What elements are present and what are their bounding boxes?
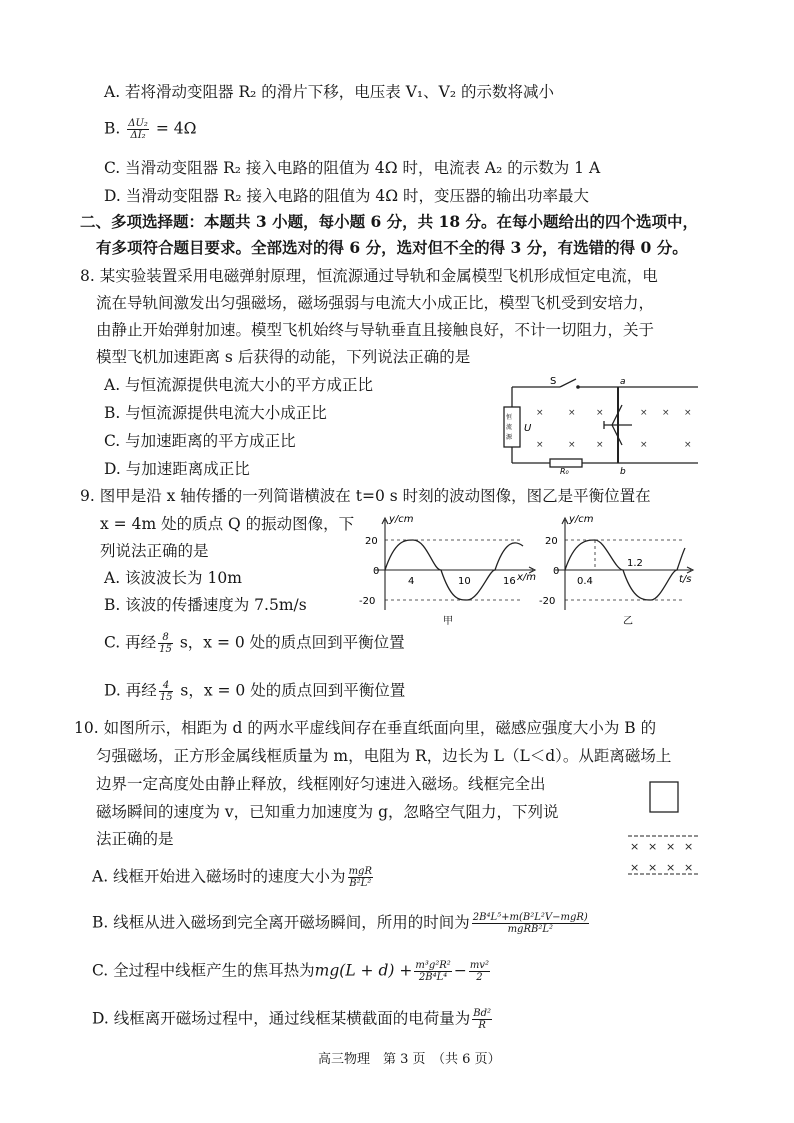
graph-jia-ypos: 20 bbox=[365, 536, 378, 547]
q9-option-d bbox=[104, 680, 405, 703]
field-x: × bbox=[568, 440, 576, 450]
graph-jia-yneg: -20 bbox=[359, 596, 376, 607]
q9-wave-graph-jia bbox=[355, 510, 550, 628]
source-label-3: 源 bbox=[506, 434, 513, 441]
graph-jia-tick: 10 bbox=[458, 576, 471, 587]
q10-option-b bbox=[92, 912, 591, 935]
frac-den: 15 bbox=[159, 644, 172, 655]
q10-option-b-prefix: B. 线框从进入磁场到完全离开磁场瞬间，所用的时间为 bbox=[92, 913, 470, 932]
q10-line3: 边界一定高度处由静止释放，线框刚好匀速进入磁场。线框完全出 bbox=[96, 775, 546, 793]
page-footer: 高三物理 第 3 页 （共 6 页） bbox=[318, 1052, 501, 1067]
field-x: × bbox=[568, 408, 576, 418]
q7-option-b-rhs: = 4Ω bbox=[155, 119, 197, 138]
square-frame bbox=[650, 782, 678, 812]
q10-frame-field-diagram bbox=[622, 778, 712, 882]
field-x: × bbox=[640, 440, 648, 450]
graph-yi-xlabel: t/s bbox=[679, 574, 692, 585]
q9-option-c-suffix: s，x = 0 处的质点回到平衡位置 bbox=[174, 633, 405, 652]
frac-den: B²L² bbox=[349, 878, 372, 889]
q10-option-a-prefix: A. 线框开始进入磁场时的速度大小为 bbox=[92, 867, 346, 886]
q9-option-b: B. 该波的传播速度为 7.5m/s bbox=[104, 596, 307, 614]
q8-option-b: B. 与恒流源提供电流大小成正比 bbox=[104, 404, 327, 422]
q10-option-c-fraction1 bbox=[414, 960, 451, 983]
field-x: × bbox=[648, 840, 658, 853]
frac-num: 4 bbox=[159, 680, 174, 692]
q9-option-d-fraction bbox=[159, 680, 174, 703]
graph-jia-tick: 4 bbox=[408, 576, 415, 587]
q10-line5: 法正确的是 bbox=[96, 830, 174, 848]
switch-label: S bbox=[550, 376, 557, 387]
q10-option-c-minus: − bbox=[453, 961, 467, 980]
q10-option-a bbox=[92, 866, 375, 889]
q8-option-a: A. 与恒流源提供电流大小的平方成正比 bbox=[104, 376, 374, 394]
field-x: × bbox=[630, 840, 640, 853]
q8-option-d: D. 与加速距离成正比 bbox=[104, 460, 250, 478]
field-x: × bbox=[662, 408, 670, 418]
q10-option-d-fraction bbox=[472, 1008, 492, 1031]
q7-option-d: D. 当滑动变阻器 R₂ 接入电路的阻值为 4Ω 时，变压器的输出功率最大 bbox=[104, 187, 590, 205]
q9-option-c-prefix: C. 再经 bbox=[104, 633, 157, 652]
field-x: × bbox=[640, 408, 648, 418]
q9-option-d-suffix: s，x = 0 处的质点回到平衡位置 bbox=[175, 681, 406, 700]
q8-line2: 流在导轨间激发出匀强磁场，磁场强弱与电流大小成正比，模型飞机受到安培力， bbox=[96, 294, 655, 312]
frac-num: mv² bbox=[469, 960, 489, 971]
field-x: × bbox=[536, 408, 544, 418]
graph-yi-yneg: -20 bbox=[539, 596, 556, 607]
resistor-label: R₀ bbox=[560, 467, 569, 475]
graph-yi-ylabel: y/cm bbox=[569, 514, 594, 525]
q7-option-c: C. 当滑动变阻器 R₂ 接入电路的阻值为 4Ω 时，电流表 A₂ 的示数为 1 A bbox=[104, 159, 601, 177]
q9-option-c-fraction bbox=[158, 632, 173, 655]
graph-jia-caption: 甲 bbox=[443, 616, 453, 627]
q9-option-d-prefix: D. 再经 bbox=[104, 681, 157, 700]
frac-den: R bbox=[478, 1020, 486, 1031]
q10-line2: 匀强磁场，正方形金属线框质量为 m，电阻为 R，边长为 L（L＜d）。从距离磁场上 bbox=[96, 747, 672, 765]
q10-option-d bbox=[92, 1008, 494, 1031]
frac-den: 2 bbox=[476, 972, 483, 983]
graph-jia-ylabel: y/cm bbox=[389, 514, 414, 525]
q10-line4: 磁场瞬间的速度为 v，已知重力加速度为 g，忽略空气阻力，下列说 bbox=[96, 803, 559, 821]
field-x: × bbox=[596, 440, 604, 450]
q9-line2: x = 4m 处的质点 Q 的振动图像，下 bbox=[100, 515, 355, 533]
field-x: × bbox=[596, 408, 604, 418]
q10-option-c-expr: mg(L + d) + bbox=[314, 961, 413, 980]
frac-num: Bd² bbox=[473, 1008, 491, 1019]
q8-line3: 由静止开始弹射加速。模型飞机始终与导轨垂直且接触良好，不计一切阻力，关于 bbox=[96, 321, 655, 339]
frac-den: ΔI₂ bbox=[130, 130, 146, 141]
graph-yi-yzero: 0 bbox=[553, 566, 560, 577]
frac-den: 2B⁴L⁴ bbox=[418, 972, 448, 983]
q9-option-c bbox=[104, 632, 405, 655]
graph-yi-ypos: 20 bbox=[545, 536, 558, 547]
field-x: × bbox=[666, 861, 676, 874]
q9-line3: 列说法正确的是 bbox=[100, 542, 209, 560]
section2-line1: 二、多项选择题：本题共 3 小题，每小题 6 分，共 18 分。在每小题给出的四个选项中， bbox=[80, 212, 699, 231]
field-x: × bbox=[684, 408, 692, 418]
field-x: × bbox=[684, 861, 694, 874]
q10-option-c bbox=[92, 960, 492, 983]
frac-num: mgR bbox=[348, 866, 372, 877]
q10-option-d-prefix: D. 线框离开磁场过程中，通过线框某横截面的电荷量为 bbox=[92, 1009, 471, 1028]
field-x: × bbox=[684, 840, 694, 853]
q8-line1: 8. 某实验装置采用电磁弹射原理，恒流源通过导轨和金属模型飞机形成恒定电流，电 bbox=[80, 267, 658, 285]
point-b-label: b bbox=[620, 467, 626, 475]
q10-option-c-prefix: C. 全过程中线框产生的焦耳热为 bbox=[92, 961, 315, 980]
field-x: × bbox=[666, 840, 676, 853]
q9-vibration-graph-yi bbox=[535, 510, 705, 628]
q10-line1: 10. 如图所示，相距为 d 的两水平虚线间存在垂直纸面向里，磁感应强度大小为 B 的 bbox=[74, 719, 657, 737]
graph-yi-caption: 乙 bbox=[623, 616, 633, 627]
q9-line1: 9. 图甲是沿 x 轴传播的一列简谐横波在 t=0 s 时刻的波动图像，图乙是平衡位置在 bbox=[80, 487, 651, 505]
field-x: × bbox=[630, 861, 640, 874]
frac-den: mgRB²L² bbox=[507, 924, 553, 935]
field-x: × bbox=[536, 440, 544, 450]
frac-num: m³g²R² bbox=[415, 960, 451, 971]
q9-option-a: A. 该波波长为 10m bbox=[104, 569, 242, 587]
q7-option-b-fraction bbox=[127, 118, 149, 141]
switch-contact bbox=[576, 385, 580, 389]
source-label-1: 恒 bbox=[506, 414, 513, 421]
frac-num: 2B⁴L⁵+m(B²L²V−mgR) bbox=[472, 912, 588, 923]
frac-num: ΔU₂ bbox=[128, 118, 148, 129]
source-label-2: 流 bbox=[506, 424, 513, 431]
q8-line4: 模型飞机加速距离 s 后获得的动能，下列说法正确的是 bbox=[96, 348, 471, 366]
field-x: × bbox=[684, 440, 692, 450]
graph-yi-tick: 0.4 bbox=[577, 576, 593, 587]
section2-line2: 有多项符合题目要求。全部选对的得 6 分，选对但不全的得 3 分，有选错的得 0 分。 bbox=[96, 238, 688, 257]
q10-option-c-fraction2 bbox=[469, 960, 490, 983]
graph-jia-tick: 16 bbox=[503, 576, 516, 587]
point-a-label: a bbox=[620, 377, 626, 387]
field-x: × bbox=[648, 861, 658, 874]
q8-rail-circuit-diagram bbox=[500, 375, 710, 475]
q7-option-a: A. 若将滑动变阻器 R₂ 的滑片下移，电压表 V₁、V₂ 的示数将减小 bbox=[104, 83, 554, 101]
frac-den: 15 bbox=[159, 692, 173, 703]
graph-yi-tick: 1.2 bbox=[627, 558, 643, 569]
q7-option-b bbox=[104, 118, 197, 141]
q7-option-b-label: B. bbox=[104, 119, 121, 138]
q10-option-a-fraction bbox=[348, 866, 373, 889]
q8-option-c: C. 与加速距离的平方成正比 bbox=[104, 432, 296, 450]
voltage-label: U bbox=[524, 423, 532, 434]
graph-jia-yzero: 0 bbox=[373, 566, 380, 577]
q10-option-b-fraction bbox=[472, 912, 589, 935]
graph-jia-xlabel: x/m bbox=[517, 572, 537, 583]
frac-num: 8 bbox=[158, 632, 173, 644]
